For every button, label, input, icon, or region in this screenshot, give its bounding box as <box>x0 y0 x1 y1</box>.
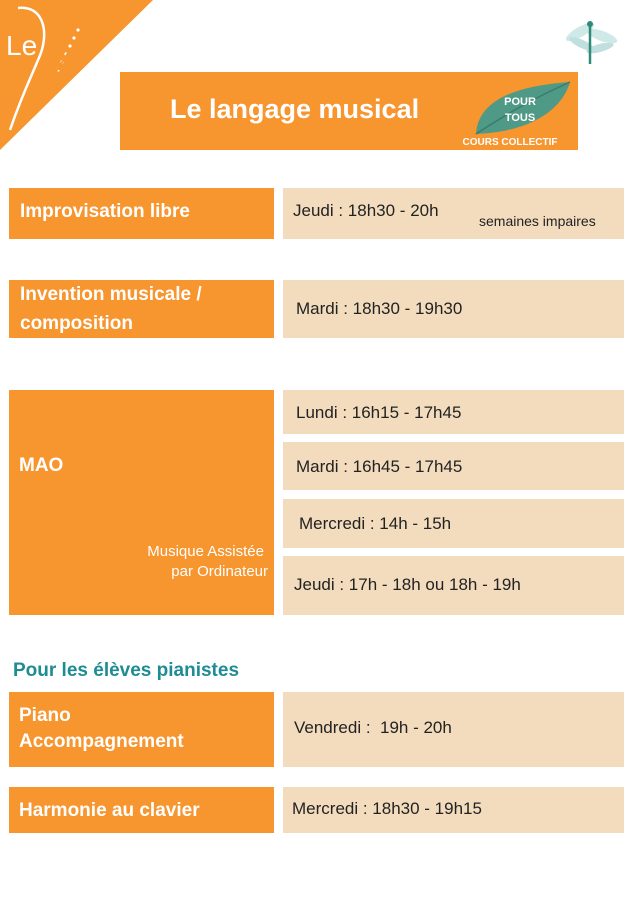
schedule-mao-4 <box>283 556 624 615</box>
course-invention <box>9 280 274 338</box>
course-harmonie <box>9 787 274 833</box>
course-name-line1: Invention musicale / <box>20 284 202 305</box>
schedule-harmonie <box>283 787 624 833</box>
logo-text: Le <box>6 30 38 61</box>
schedule-slot: Lundi : 16h15 - 17h45 <box>296 403 462 422</box>
schedule-slot: Vendredi : 19h - 20h <box>294 718 452 737</box>
season-label: 2025-26 <box>46 27 96 91</box>
leaf-icon <box>470 80 574 136</box>
schedule-slot: Mercredi : 14h - 15h <box>299 514 452 533</box>
schedule-note: semaines impaires <box>479 213 596 229</box>
schedule-slot: Jeudi : 18h30 - 20h <box>293 201 439 220</box>
schedule-piano <box>283 692 624 767</box>
dragonfly-icon <box>560 14 620 66</box>
schedule-improvisation <box>283 188 624 239</box>
schedule-slot: Mercredi : 18h30 - 19h15 <box>292 799 482 818</box>
schedule-mao-3 <box>283 499 624 548</box>
schedule-slot: Mardi : 16h45 - 17h45 <box>296 457 463 476</box>
schedule-slot: Jeudi : 17h - 18h ou 18h - 19h <box>294 575 521 594</box>
schedule-mao-1 <box>283 390 624 434</box>
schedule-invention <box>283 280 624 338</box>
course-name-line1: Piano <box>19 705 71 726</box>
course-name-line2: Accompagnement <box>19 731 184 752</box>
badge-line1: POUR <box>504 96 536 108</box>
course-name: Harmonie au clavier <box>19 800 200 821</box>
schedule-slot: Mardi : 18h30 - 19h30 <box>296 299 463 318</box>
schedule-mao-2 <box>283 442 624 490</box>
course-mao <box>9 390 274 615</box>
course-subtitle-line2: par Ordinateur <box>171 563 268 580</box>
page-title: Le langage musical <box>170 94 420 124</box>
course-piano-accompagnement <box>9 692 274 767</box>
course-name: MAO <box>19 455 64 476</box>
course-name: Improvisation libre <box>20 201 190 222</box>
course-subtitle-line1: Musique Assistée <box>147 543 264 560</box>
course-name-line2: composition <box>20 313 133 334</box>
badge-line2: TOUS <box>504 112 536 124</box>
badge-caption: COURS COLLECTIF <box>462 137 558 148</box>
course-improvisation <box>9 188 274 239</box>
section-heading: Pour les élèves pianistes <box>13 660 240 681</box>
